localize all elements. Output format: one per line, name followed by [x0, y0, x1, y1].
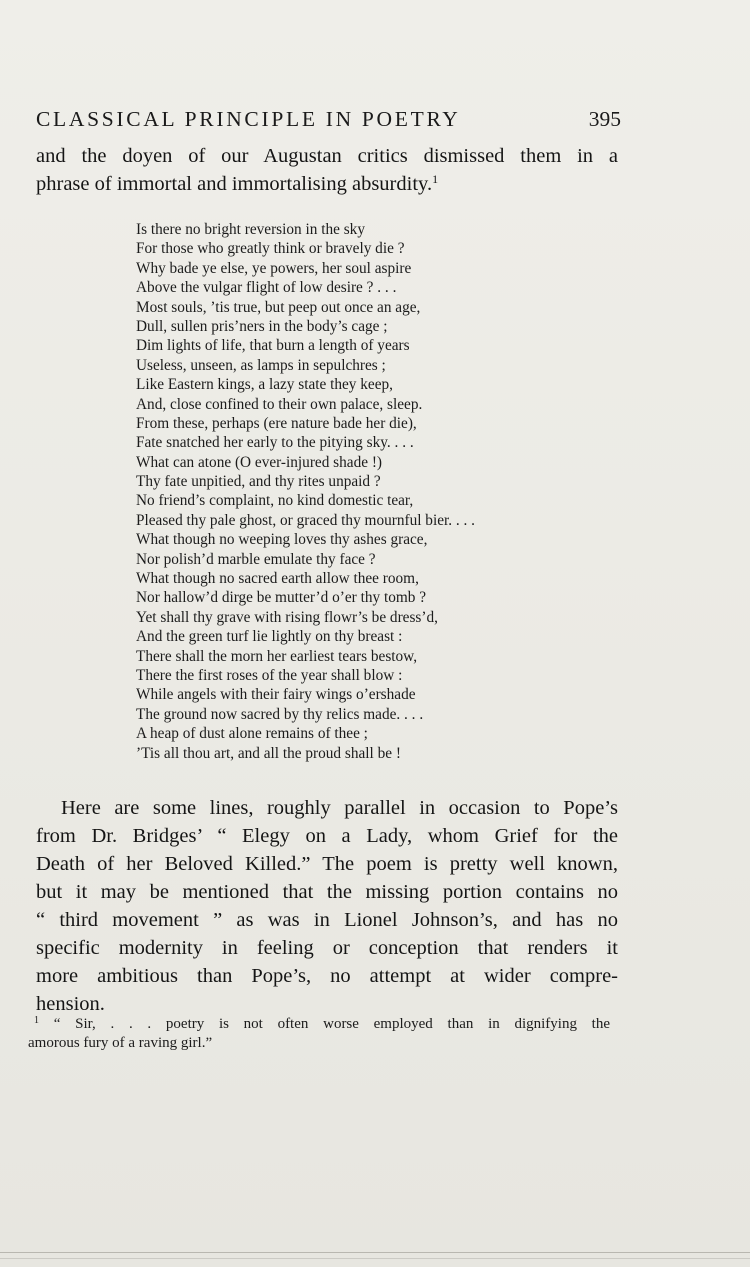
poem-line: Thy fate unpitied, and thy rites unpaid ? [136, 473, 381, 491]
poem-line: The ground now sacred by thy relics made. . . . [136, 705, 424, 723]
text-line: specific modernity in feeling or conception that renders it [36, 937, 618, 959]
poem-line: Pleased thy pale ghost, or graced thy mournful bier. . . . [136, 511, 476, 529]
page-header [36, 104, 621, 134]
poem-line: There shall the morn her earliest tears bestow, [136, 647, 418, 665]
footnote-marker: 1 [34, 1015, 39, 1026]
poem-line: And, close confined to their own palace, sleep. [136, 395, 423, 413]
poem-line: Fate snatched her early to the pitying sky. . . . [136, 434, 414, 452]
poem-line: From these, perhaps (ere nature bade her die), [136, 414, 417, 432]
text-line: from Dr. Bridges’ “ Elegy on a Lady, whom Grief for the [36, 825, 618, 847]
text-line: but it may be mentioned that the missing portion contains no [36, 881, 618, 903]
poem-line: Dim lights of life, that burn a length of years [136, 337, 410, 355]
text-line: phrase of immortal and immortalising absurdity.$^1$ [36, 172, 439, 195]
intro-paragraph [36, 142, 618, 198]
poem-line: For those who greatly think or bravely die ? [136, 240, 405, 258]
footnote-reference: 1 [432, 172, 439, 186]
page-number: 395 [588, 107, 621, 131]
poem-line: What can atone (O ever-injured shade !) [136, 453, 383, 471]
poem-line: Nor hallow’d dirge be mutter’d o’er thy tomb ? [136, 589, 426, 607]
page-edge-rule [0, 1252, 750, 1253]
poem-line: Like Eastern kings, a lazy state they keep, [136, 376, 393, 394]
poem-line: Dull, sullen pris’ners in the body’s cage ; [136, 317, 388, 335]
text-line: hension. [36, 993, 105, 1015]
poem-line: Most souls, ’tis true, but peep out once an age, [136, 298, 421, 316]
body-paragraph [36, 794, 618, 1018]
poem-line: ’Tis all thou art, and all the proud shall be ! [136, 744, 401, 762]
footnote [28, 1015, 610, 1053]
poem-line: There the first roses of the year shall blow : [136, 666, 403, 684]
footnote-line: $^1$ “ Sir, . . . poetry is not often worse employed than in dignifying the [34, 1015, 611, 1032]
poem-line: A heap of dust alone remains of thee ; [136, 725, 368, 743]
text-line: Here are some lines, roughly parallel in occasion to Pope’s [61, 797, 618, 819]
poem-line: Is there no bright reversion in the sky [136, 221, 365, 238]
poem-line: No friend’s complaint, no kind domestic tear, [136, 492, 414, 510]
poem-line: What though no weeping loves thy ashes grace, [136, 531, 428, 549]
text-line: and the doyen of our Augustan critics dismissed them in a [36, 145, 618, 167]
quoted-poem [136, 220, 475, 763]
poem-line: Nor polish’d marble emulate thy face ? [136, 550, 376, 568]
poem-line: Useless, unseen, as lamps in sepulchres ; [136, 356, 386, 374]
poem-line: While angels with their fairy wings o’ershade [136, 686, 416, 704]
text-line: “ third movement ” as was in Lionel Johnson’s, and has no [36, 909, 618, 931]
poem-line: Above the vulgar flight of low desire ? . . . [136, 279, 397, 297]
page-edge-rule [0, 1258, 750, 1259]
footnote-line: amorous fury of a raving girl.” [28, 1035, 213, 1051]
running-head: CLASSICAL PRINCIPLE IN POETRY [36, 107, 461, 131]
poem-line: And the green turf lie lightly on thy breast : [136, 628, 403, 646]
text-line: more ambitious than Pope’s, no attempt at wider compre- [36, 965, 618, 987]
poem-line: Why bade ye else, ye powers, her soul aspire [136, 259, 412, 277]
poem-line: Yet shall thy grave with rising flowr’s be dress’d, [136, 608, 438, 626]
poem-line: What though no sacred earth allow thee room, [136, 570, 419, 588]
text-line: Death of her Beloved Killed.” The poem is pretty well known, [36, 853, 618, 875]
